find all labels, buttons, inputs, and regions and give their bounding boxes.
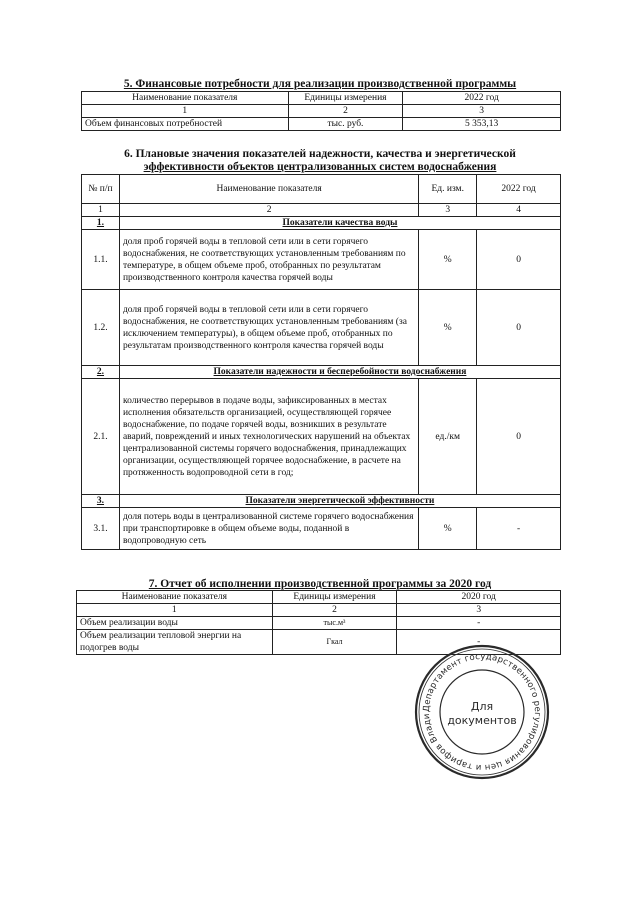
row-value: -	[477, 508, 561, 550]
official-stamp	[412, 642, 552, 782]
header-year: 2022 год	[477, 175, 561, 204]
column-number: 3	[403, 105, 561, 118]
table-header-row	[82, 175, 561, 204]
section5-title: 5. Финансовые потребности для реализации производственной программы	[123, 78, 517, 90]
section6-title-line2: эффективности объектов централизованных систем водоснабжения	[143, 161, 497, 173]
group-num: 1.	[82, 217, 120, 230]
column-number: 1	[82, 105, 289, 118]
column-number: 1	[77, 604, 273, 617]
column-number-row	[82, 204, 561, 217]
header-cell: Единицы измерения	[288, 92, 403, 105]
header-name: Наименование показателя	[119, 175, 418, 204]
column-number: 3	[419, 204, 477, 217]
row-value: 5 353,13	[403, 118, 561, 131]
table-row	[82, 118, 561, 131]
row-unit: Гкал	[272, 630, 397, 655]
table-header-row	[82, 92, 561, 105]
row-unit: %	[419, 230, 477, 290]
row-num: 2.1.	[82, 379, 120, 495]
row-value: 0	[477, 290, 561, 366]
row-text: доля проб горячей воды в тепловой сети или в сети горячего водоснабжения, не соответствующих установленным требованиям по температуре, в общем объеме проб, отобранных по результатам производственного контроля качества горячей воды	[119, 230, 418, 290]
row-name: Объем реализации воды	[77, 617, 273, 630]
row-value: -	[397, 617, 561, 630]
row-unit: %	[419, 508, 477, 550]
table-row	[82, 508, 561, 550]
table-header-row	[77, 591, 561, 604]
group-title: Показатели энергетической эффективности	[119, 495, 560, 508]
row-name: Объем финансовых потребностей	[82, 118, 289, 131]
column-number: 2	[288, 105, 403, 118]
section6-title-line1: 6. Плановые значения показателей надежности, качества и энергетической	[124, 148, 516, 160]
row-text: доля потерь воды в централизованной системе горячего водоснабжения при транспортировке в общем объеме воды, поданной в водопроводную сеть	[119, 508, 418, 550]
group-num: 3.	[82, 495, 120, 508]
header-cell: Наименование показателя	[77, 591, 273, 604]
group-row	[82, 217, 561, 230]
row-name: Объем реализации тепловой энергии на подогрев воды	[77, 630, 273, 655]
row-value: -	[397, 630, 561, 655]
stamp-seal-icon	[412, 642, 552, 782]
section7-title: 7. Отчет об исполнении производственной программы за 2020 год	[148, 578, 492, 590]
column-number-row	[77, 604, 561, 617]
row-unit: тыс.м³	[272, 617, 397, 630]
table-row	[82, 230, 561, 290]
header-unit: Ед. изм.	[419, 175, 477, 204]
row-num: 1.1.	[82, 230, 120, 290]
header-cell: 2020 год	[397, 591, 561, 604]
column-number: 1	[82, 204, 120, 217]
stamp-ring-text: Департамент государственного регулирования цен и тарифов Влади	[421, 651, 543, 773]
table-row	[77, 617, 561, 630]
financial-needs-table	[81, 91, 561, 131]
header-cell: 2022 год	[403, 92, 561, 105]
row-unit: %	[419, 290, 477, 366]
row-num: 3.1.	[82, 508, 120, 550]
header-cell: Единицы измерения	[272, 591, 397, 604]
stamp-center-line1: Для	[470, 700, 494, 713]
column-number: 4	[477, 204, 561, 217]
group-num: 2.	[82, 366, 120, 379]
row-num: 1.2.	[82, 290, 120, 366]
row-unit: ед./км	[419, 379, 477, 495]
column-number: 2	[119, 204, 418, 217]
table-row	[82, 379, 561, 495]
group-row	[82, 366, 561, 379]
column-number-row	[82, 105, 561, 118]
row-text: доля проб горячей воды в тепловой сети или в сети горячего водоснабжения, не соответствующих установленным требованиям (за исключением температуры), в общем объеме проб, отобранных по результатам производственного контроля качества горячей воды	[119, 290, 418, 366]
column-number: 2	[272, 604, 397, 617]
row-value: 0	[477, 379, 561, 495]
stamp-center-line2: документов	[447, 714, 517, 727]
group-title: Показатели надежности и бесперебойности водоснабжения	[119, 366, 560, 379]
group-row	[82, 495, 561, 508]
row-unit: тыс. руб.	[288, 118, 403, 131]
header-cell: Наименование показателя	[82, 92, 289, 105]
indicators-table	[81, 174, 561, 550]
table-row	[82, 290, 561, 366]
row-value: 0	[477, 230, 561, 290]
group-title: Показатели качества воды	[119, 217, 560, 230]
column-number: 3	[397, 604, 561, 617]
row-text: количество перерывов в подаче воды, зафиксированных в местах исполнения обязательств организацией, осуществляющей горячее водоснабжение, по подаче горячей воды, возникших в результате аварий, повреждений и иных технологических нарушений на объектах централизованной системы горячего водоснабжения, принадлежащих организации, осуществляющей горячее водоснабжение, в расчете на протяженность водопроводной сети в год;	[119, 379, 418, 495]
header-num: № п/п	[82, 175, 120, 204]
